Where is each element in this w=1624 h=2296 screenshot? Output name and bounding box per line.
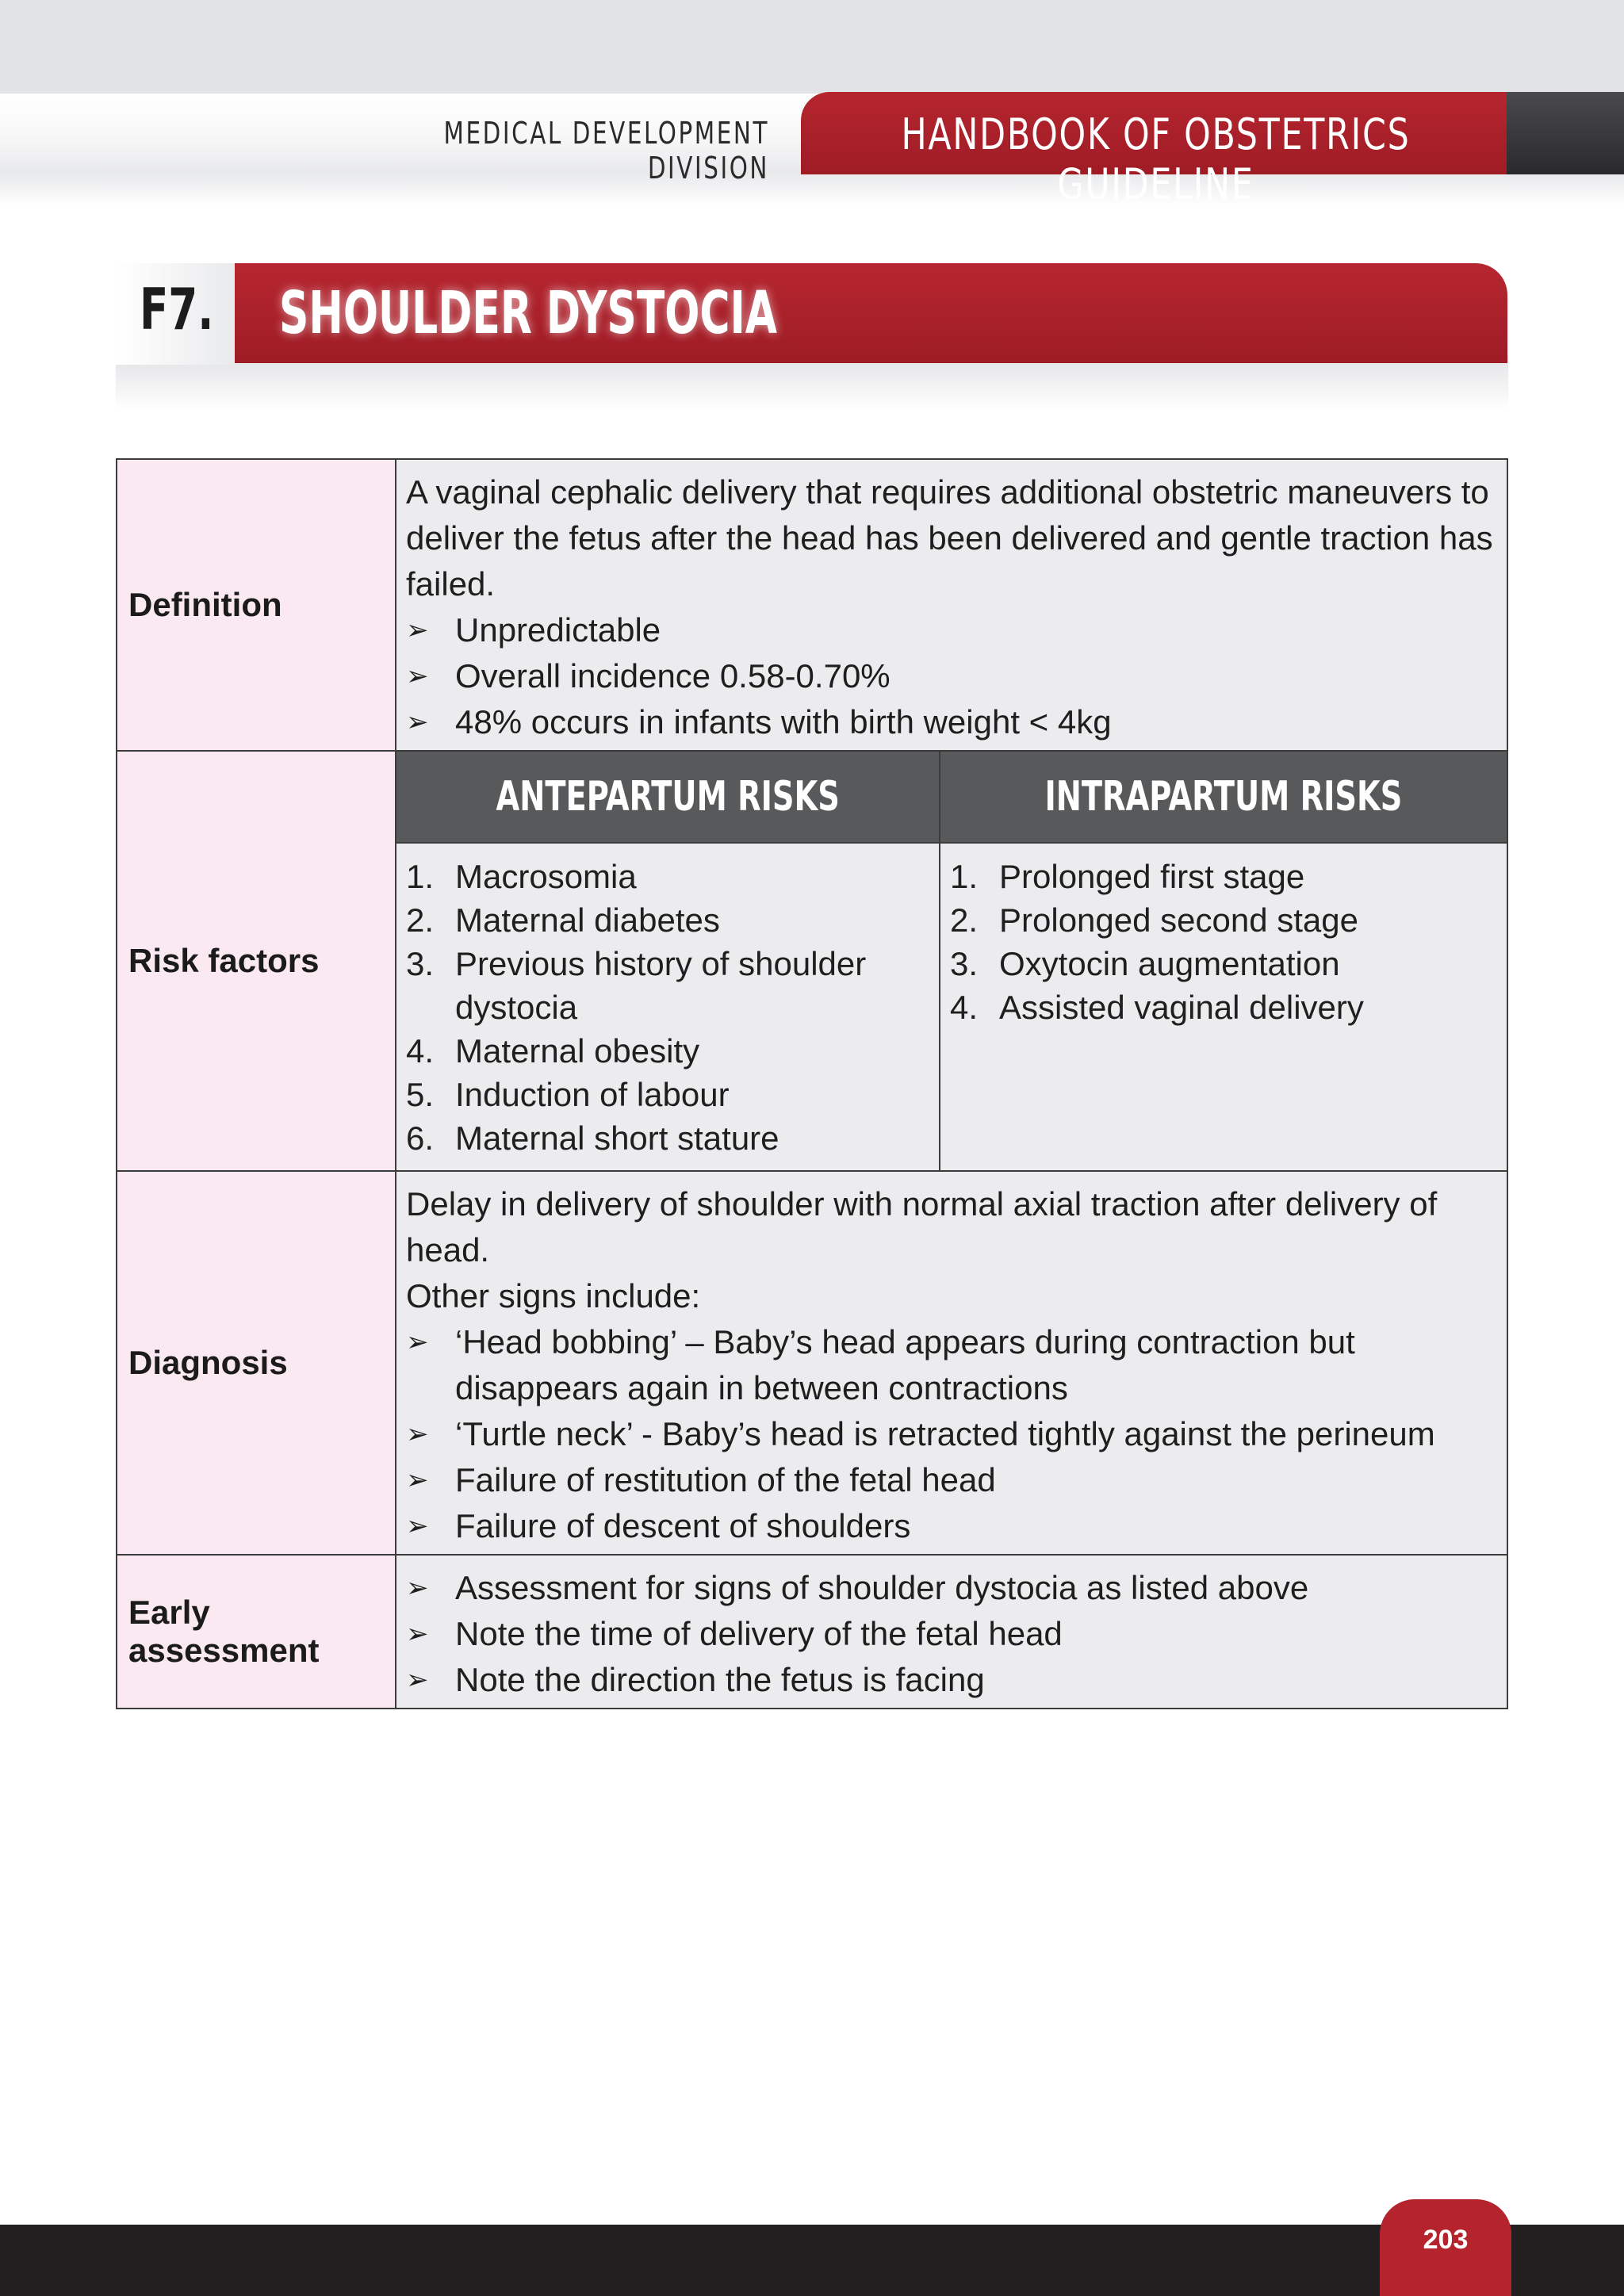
list-item: 4. Assisted vaginal delivery (950, 989, 1364, 1026)
early-assessment-content (396, 1555, 1507, 1709)
definition-row (117, 459, 1507, 751)
list-item: 4. Maternal obesity (406, 1032, 700, 1070)
header-dark-block (1507, 92, 1624, 174)
definition-label: Definition (117, 459, 396, 751)
risk-factors-row (117, 751, 1507, 1171)
guideline-table (116, 458, 1508, 1709)
bullet-arrow-icon: ➢ (406, 1511, 429, 1541)
bullet-arrow-icon: ➢ (406, 707, 429, 737)
definition-text: A vaginal cephalic delivery that requires additional obstetric maneuvers to deliver the fetus after the head has been delivered and gentle traction has failed. (406, 473, 1493, 603)
bullet-arrow-icon: ➢ (406, 615, 429, 645)
section-shadow (116, 355, 1508, 411)
list-item: 1. Macrosomia (406, 858, 637, 895)
list-item: ➢ Failure of restitution of the fetal head (406, 1457, 1496, 1503)
diagnosis-row (117, 1171, 1507, 1555)
diagnosis-text: Delay in delivery of shoulder with normal axial traction after delivery of head. (406, 1185, 1438, 1269)
list-item: 1. Prolonged first stage (950, 858, 1305, 895)
handbook-title: HANDBOOK OF OBSTETRICS GUIDELINE (901, 109, 1411, 209)
early-assessment-label: Early assessment (117, 1555, 396, 1709)
list-item: ➢ ‘Turtle neck’ - Baby’s head is retracted tightly against the perineum (406, 1411, 1496, 1457)
list-item: 3. Previous history of shoulder dystocia (406, 945, 867, 1026)
page-number: 203 (1423, 2225, 1469, 2255)
top-band (0, 0, 1624, 95)
risk-factors-table (396, 752, 1507, 1170)
diagnosis-subtext: Other signs include: (406, 1277, 701, 1314)
list-item: ➢ Assessment for signs of shoulder dystocia as listed above (406, 1565, 1496, 1611)
antepartum-list (396, 843, 940, 1170)
diagnosis-label: Diagnosis (117, 1171, 396, 1555)
list-item: 3. Oxytocin augmentation (950, 945, 1340, 982)
division-name: MEDICAL DEVELOPMENT DIVISION (443, 116, 769, 186)
section-title: SHOULDER DYSTOCIA (279, 279, 777, 347)
list-item: ➢ 48% occurs in infants with birth weight < 4kg (406, 699, 1496, 745)
list-item: ➢ Note the time of delivery of the fetal head (406, 1611, 1496, 1657)
list-item: ➢ Failure of descent of shoulders (406, 1503, 1496, 1549)
list-item: ➢ Unpredictable (406, 607, 1496, 653)
antepartum-header: ANTEPARTUM RISKS (396, 752, 940, 843)
risk-factors-content (396, 751, 1507, 1171)
bullet-arrow-icon: ➢ (406, 1419, 429, 1449)
definition-content (396, 459, 1507, 751)
diagnosis-content (396, 1171, 1507, 1555)
bullet-arrow-icon: ➢ (406, 1327, 429, 1357)
list-item: ➢ ‘Head bobbing’ – Baby’s head appears during contraction but disappears again in between contractions (406, 1319, 1496, 1411)
section-number: F7. (140, 276, 214, 342)
list-item: 2. Prolonged second stage (950, 901, 1358, 939)
bullet-arrow-icon: ➢ (406, 1665, 429, 1695)
risk-factors-label: Risk factors (117, 751, 396, 1171)
bullet-arrow-icon: ➢ (406, 661, 429, 691)
list-item: ➢ Overall incidence 0.58-0.70% (406, 653, 1496, 699)
bullet-arrow-icon: ➢ (406, 1619, 429, 1649)
early-assessment-row (117, 1555, 1507, 1709)
intrapartum-header: INTRAPARTUM RISKS (940, 752, 1507, 843)
bullet-arrow-icon: ➢ (406, 1573, 429, 1603)
list-item: 2. Maternal diabetes (406, 901, 720, 939)
bullet-arrow-icon: ➢ (406, 1465, 429, 1495)
list-item: ➢ Note the direction the fetus is facing (406, 1657, 1496, 1703)
intrapartum-list (940, 843, 1507, 1170)
list-item: 5. Induction of labour (406, 1076, 730, 1113)
list-item: 6. Maternal short stature (406, 1119, 779, 1157)
